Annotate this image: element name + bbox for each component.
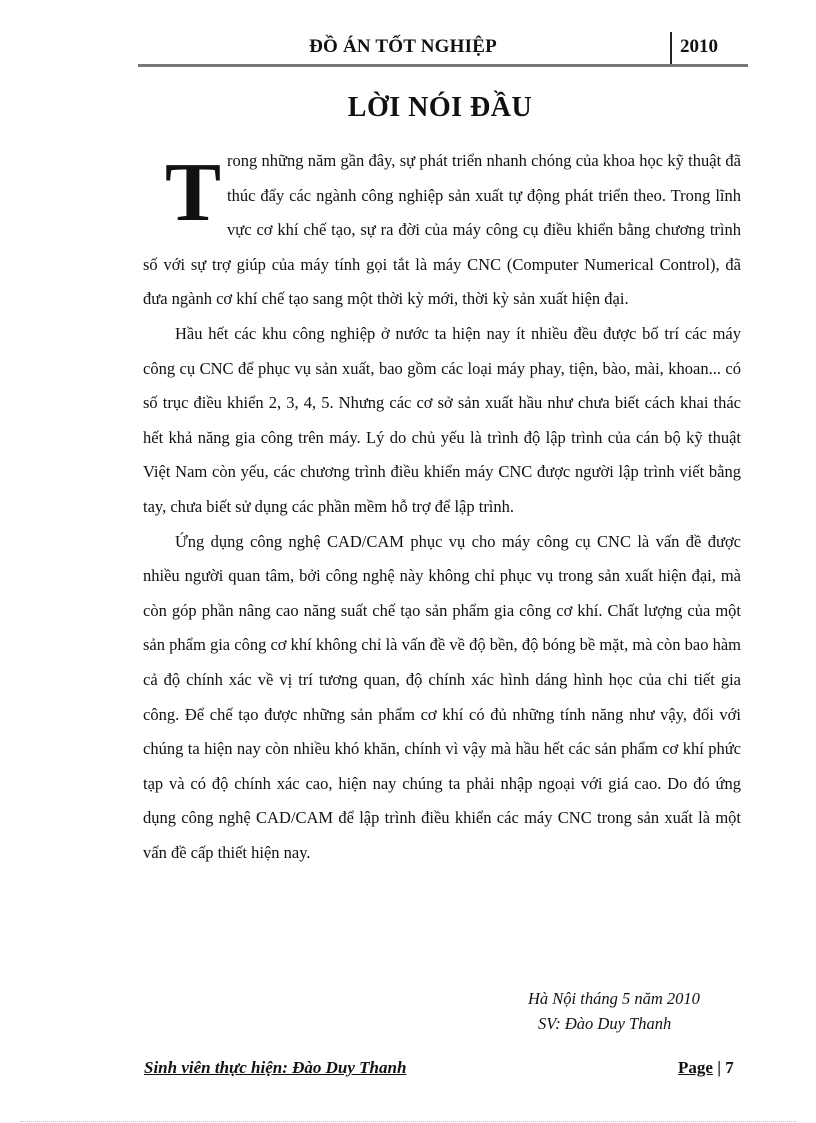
paragraph-industry: Hầu hết các khu công nghiệp ở nước ta hiện nay ít nhiều đều được bố trí các máy công cụ CNC để phục vụ sản xuất, bao gồm các loại máy phay, tiện, bào, mài, khoan... có số trục điều khiển 2, 3, 4, 5. Nhưng các cơ sở sản xuất hầu như chưa biết cách khai thác hết khả năng gia công trên máy. Lý do chủ yếu là trình độ lập trình của cán bộ kỹ thuật Việt Nam còn yếu, các chương trình điều khiển máy CNC được người lập trình viết bằng tay, chưa biết sử dụng các phần mềm hỗ trợ để lập trình. [143,323,741,516]
paragraph-intro [143,144,741,317]
footer-page-number [678,1058,734,1078]
paragraph-text: rong những năm gần đây, sự phát triển nhanh chóng của khoa học kỹ thuật đã thúc đẩy các ngành công nghiệp sản xuất tự động phát triển theo. Trong lĩnh vực cơ khí chế tạo, sự ra đời của máy công cụ điều khiển bằng chương trình số với sự trợ giúp của máy tính gọi tắt là máy CNC (Computer Numerical Control), đã đưa ngành cơ khí chế tạo sang một thời kỳ mới, thời kỳ sản xuất hiện đại. [143,151,741,309]
paragraph-cadcam: Ứng dụng công nghệ CAD/CAM phục vụ cho máy công cụ CNC là vấn đề được nhiều người quan tâm, bởi công nghệ này không chỉ phục vụ trong sản xuất hiện đại, mà còn góp phần nâng cao năng suất chế tạo sản phẩm gia công cơ khí. Chất lượng của một sản phẩm gia công cơ khí không chỉ là vấn đề về độ bền, độ bóng bề mặt, mà còn bao hàm cả độ chính xác về vị trí tương quan, độ chính xác hình dáng hình học của chi tiết gia công. Để chế tạo được những sản phẩm cơ khí có đủ những tính năng như vậy, đối với chúng ta hiện nay còn nhiều khó khăn, chính vì vậy mà hầu hết các sản phẩm cơ khí phức tạp và có độ chính xác cao, hiện nay chúng ta phải nhập ngoại với giá cao. Do đó ứng dụng công nghệ CAD/CAM để lập trình điều khiển các máy CNC trong sản xuất là một vấn đề cấp thiết hiện nay. [143,531,741,862]
header-rule [138,64,748,67]
page-bottom-rule [20,1121,796,1122]
page-header [138,32,748,66]
document-body [143,144,741,870]
footer-separator: | [717,1058,721,1077]
drop-cap: T [165,146,222,239]
header-divider [670,32,672,66]
footer-page-value: 7 [725,1058,734,1077]
footer-author: Sinh viên thực hiện: Đào Duy Thanh [144,1058,407,1077]
header-title: ĐỒ ÁN TỐT NGHIỆP [309,36,497,57]
page-title: LỜI NÓI ĐẦU [347,92,533,123]
footer-page-label: Page [678,1058,713,1077]
header-year: 2010 [680,36,718,57]
signature-author: SV: Đào Duy Thanh [538,1014,672,1033]
signature-block [528,986,700,1036]
signature-place-date: Hà Nội tháng 5 năm 2010 [528,989,700,1008]
